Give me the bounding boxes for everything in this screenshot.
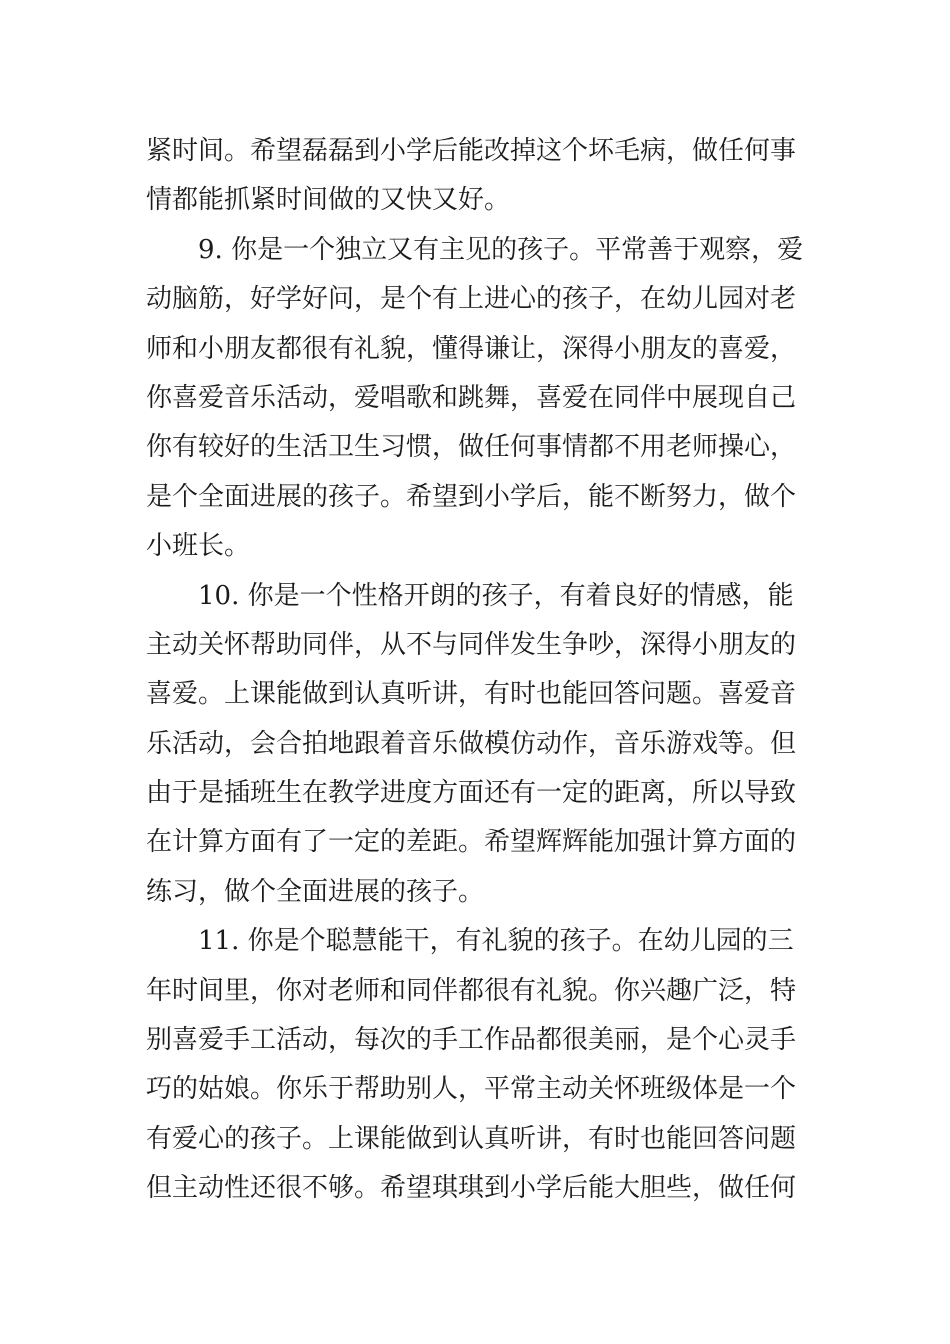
text-line: 9. 你是一个独立又有主见的孩子。平常善于观察，爱 (198, 234, 804, 265)
body-text (146, 127, 811, 1214)
text-line: 师和小朋友都很有礼貌，懂得谦让，深得小朋友的喜爱， (146, 333, 797, 364)
text-line: 有爱心的孩子。上课能做到认真听讲，有时也能回答问题 (146, 1123, 797, 1154)
text-line: 动脑筋，好学好问，是个有上进心的孩子，在幼儿园对老 (146, 284, 797, 315)
text-line: 你有较好的生活卫生习惯，做任何事情都不用老师操心， (146, 432, 797, 463)
text-line: 喜爱。上课能做到认真听讲，有时也能回答问题。喜爱音 (146, 679, 797, 710)
text-line: 年时间里，你对老师和同伴都很有礼貌。你兴趣广泛，特 (146, 975, 797, 1006)
text-line: 练习，做个全面进展的孩子。 (146, 876, 485, 907)
text-line: 别喜爱手工活动，每次的手工作品都很美丽，是个心灵手 (146, 1025, 797, 1056)
text-line: 小班长。 (146, 531, 251, 562)
text-line: 情都能抓紧时间做的又快又好。 (146, 185, 511, 216)
text-line: 主动关怀帮助同伴，从不与同伴发生争吵，深得小朋友的 (146, 629, 797, 660)
text-line: 你喜爱音乐活动，爱唱歌和跳舞，喜爱在同伴中展现自己 (146, 382, 797, 413)
text-line: 但主动性还很不够。希望琪琪到小学后能大胆些，做任何 (146, 1173, 797, 1204)
text-line: 是个全面进展的孩子。希望到小学后，能不断努力，做个 (146, 481, 797, 512)
text-line: 由于是插班生在教学进度方面还有一定的距离，所以导致 (146, 778, 797, 809)
text-line: 11. 你是个聪慧能干，有礼貌的孩子。在幼儿园的三 (198, 926, 794, 957)
text-line: 在计算方面有了一定的差距。希望辉辉能加强计算方面的 (146, 827, 797, 858)
text-line: 紧时间。希望磊磊到小学后能改掉这个坏毛病，做任何事 (146, 136, 797, 166)
text-line: 巧的姑娘。你乐于帮助别人，平常主动关怀班级体是一个 (146, 1074, 797, 1105)
text-line: 乐活动，会合拍地跟着音乐做模仿动作，音乐游戏等。但 (146, 728, 797, 759)
text-line: 10. 你是一个性格开朗的孩子，有着良好的情感，能 (198, 580, 794, 611)
